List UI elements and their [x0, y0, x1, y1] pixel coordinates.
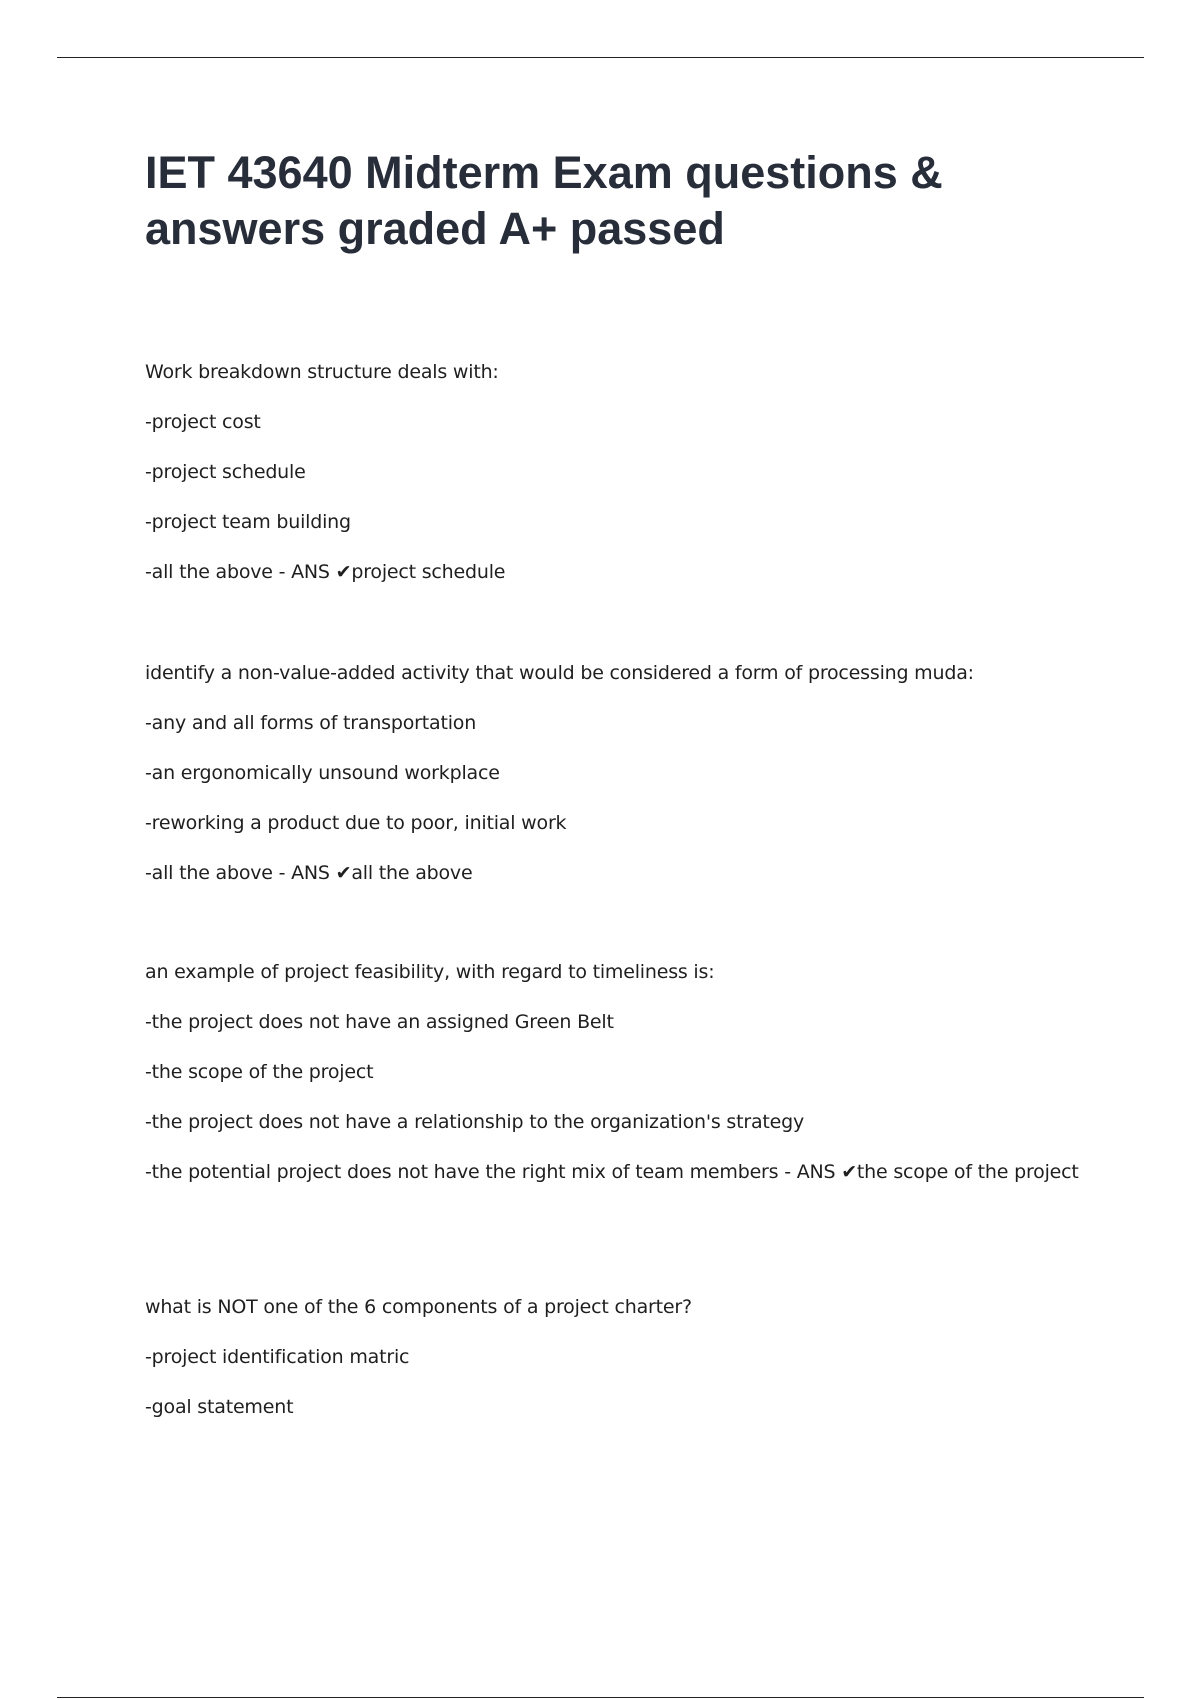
- answer-option: -project team building: [145, 511, 351, 533]
- answer-option-with-answer: -all the above - ANS ✔all the above: [145, 862, 473, 884]
- question-text: identify a non-value-added activity that would be considered a form of processing muda:: [145, 662, 974, 684]
- question-block-3: [145, 956, 1080, 1189]
- question-block-4: [145, 1291, 1080, 1423]
- document-title: IET 43640 Midterm Exam questions & answers graded A+ passed: [145, 147, 943, 254]
- answer-option: -the project does not have an assigned Green Belt: [145, 1011, 614, 1033]
- question-text: Work breakdown structure deals with:: [145, 361, 499, 383]
- answer-option-with-answer: -all the above - ANS ✔project schedule: [145, 561, 506, 583]
- answer-option: -project cost: [145, 411, 261, 433]
- answer-option: -reworking a product due to poor, initial work: [145, 812, 567, 834]
- answer-option: -the project does not have a relationship to the organization's strategy: [145, 1111, 805, 1133]
- question-block-1: [145, 356, 1080, 588]
- answer-option: -an ergonomically unsound workplace: [145, 762, 500, 784]
- answer-option: -project identification matric: [145, 1346, 410, 1368]
- answer-option-with-answer: -the potential project does not have the right mix of team members - ANS ✔the scope of the project: [145, 1161, 1079, 1183]
- question-text: an example of project feasibility, with regard to timeliness is:: [145, 961, 715, 983]
- question-block-2: [145, 657, 1080, 889]
- question-text: what is NOT one of the 6 components of a project charter?: [145, 1296, 692, 1318]
- answer-option: -goal statement: [145, 1396, 294, 1418]
- answer-option: -project schedule: [145, 461, 306, 483]
- answer-option: -any and all forms of transportation: [145, 712, 477, 734]
- top-rule: [57, 57, 1144, 58]
- answer-option: -the scope of the project: [145, 1061, 374, 1083]
- bottom-rule: [57, 1697, 1144, 1698]
